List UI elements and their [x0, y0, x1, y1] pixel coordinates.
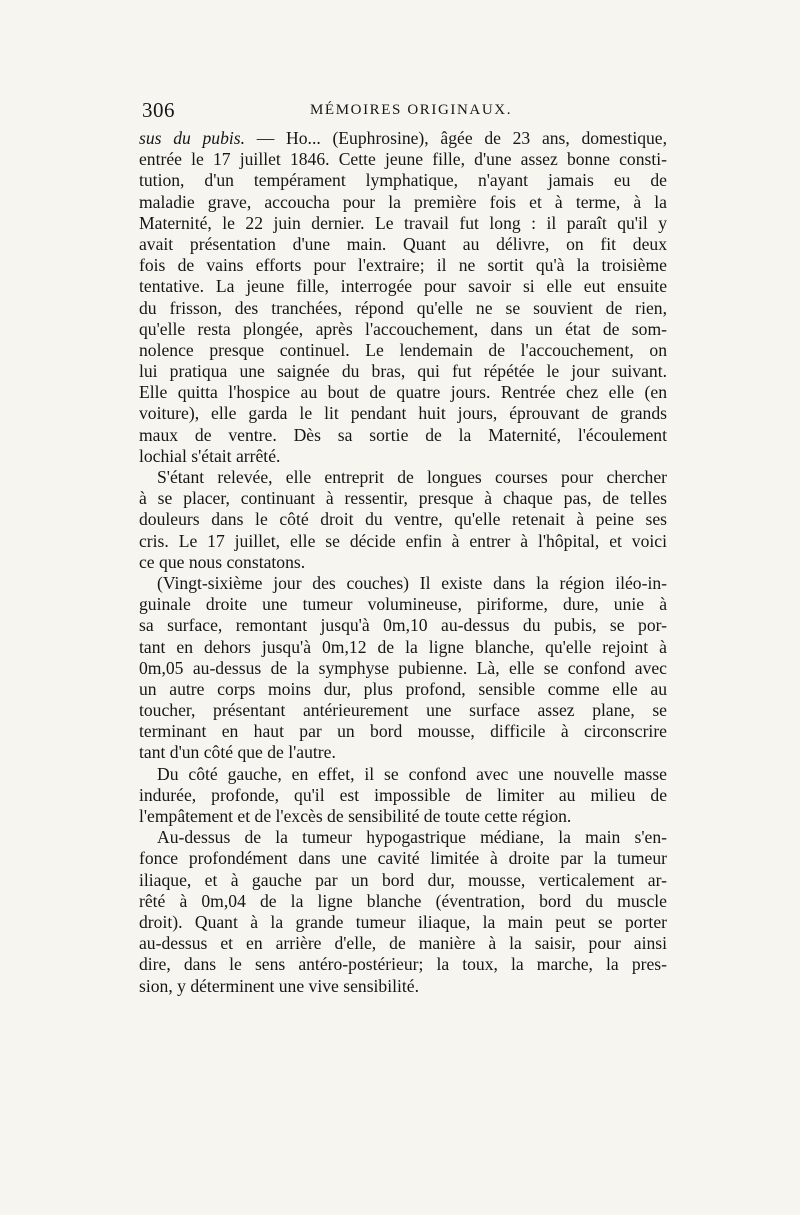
body-text	[139, 128, 667, 997]
text-line: lui pratiqua une saignée du bras, qui fut répétée le jour suivant.	[139, 361, 667, 382]
text-line: l'empâtement et de l'excès de sensibilité de toute cette région.	[139, 806, 572, 826]
text-line: Au-dessus de la tumeur hypogastrique médiane, la main s'en-	[157, 827, 667, 848]
text-line: douleurs dans le côté droit du ventre, qu'elle retenait à peine ses	[139, 509, 667, 530]
running-title: MÉMOIRES ORIGINAUX.	[310, 102, 513, 118]
text-line: entrée le 17 juillet 1846. Cette jeune fille, d'une assez bonne consti-	[139, 149, 667, 170]
text-line: toucher, présentant antérieurement une surface assez plane, se	[139, 700, 667, 721]
text-line: dire, dans le sens antéro-postérieur; la toux, la marche, la pres-	[139, 954, 667, 975]
text-line: maux de ventre. Dès sa sortie de la Maternité, l'écoulement	[139, 424, 667, 445]
text-line: qu'elle resta plongée, après l'accouchement, dans un état de som-	[139, 318, 667, 339]
text-line: lochial s'était arrêté.	[139, 445, 281, 466]
text-line: tant d'un côté que de l'autre.	[139, 742, 336, 763]
text-line: guinale droite une tumeur volumineuse, piriforme, dure, unie à	[139, 594, 667, 615]
text-fragment: — Ho... (Euphrosine), âgée de 23 ans, domestique,	[245, 128, 668, 148]
text-line: (Vingt-sixième jour des couches) Il existe dans la région iléo-in-	[157, 572, 667, 593]
text-line: Elle quitta l'hospice au bout de quatre jours. Rentrée chez elle (en	[139, 382, 667, 403]
text-line: maladie grave, accoucha pour la première fois et à terme, à la	[139, 191, 667, 212]
text-line: sa surface, remontant jusqu'à 0m,10 au-dessus du pubis, se por-	[139, 615, 667, 636]
text-line: rêté à 0m,04 de la ligne blanche (éventration, bord du muscle	[139, 890, 667, 911]
text-line: terminant en haut par un bord mousse, difficile à circonscrire	[139, 721, 667, 742]
text-line: nolence presque continuel. Le lendemain de l'accouchement, on	[139, 339, 667, 360]
text-italic-fragment: sus du pubis.	[139, 128, 246, 148]
text-line: 0m,05 au-dessus de la symphyse pubienne. Là, elle se confond avec	[139, 657, 667, 678]
text-line: S'étant relevée, elle entreprit de longues courses pour chercher	[157, 467, 667, 487]
text-line: ce que nous constatons.	[139, 551, 306, 572]
text-line: à se placer, continuant à ressentir, presque à chaque pas, de telles	[139, 488, 667, 509]
text-line: Du côté gauche, en effet, il se confond avec une nouvelle masse	[157, 763, 667, 784]
text-line: droit). Quant à la grande tumeur iliaque, la main peut se porter	[139, 911, 667, 932]
page-number: 306	[142, 98, 175, 122]
text-line: tentative. La jeune fille, interrogée pour savoir si elle eut ensuite	[139, 276, 667, 297]
text-line: au-dessus et en arrière d'elle, de manière à la saisir, pour ainsi	[139, 933, 667, 954]
text-line: iliaque, et à gauche par un bord dur, mousse, verticalement ar-	[139, 869, 667, 890]
running-head	[142, 98, 662, 124]
text-line	[139, 128, 667, 149]
text-line: Maternité, le 22 juin dernier. Le travail fut long : il paraît qu'il y	[139, 212, 667, 233]
text-line: tant en dehors jusqu'à 0m,12 de la ligne blanche, qu'elle rejoint à	[139, 636, 667, 657]
text-line: sion, y déterminent une vive sensibilité.	[139, 975, 419, 996]
text-line: indurée, profonde, qu'il est impossible de limiter au milieu de	[139, 784, 667, 805]
text-line: tution, d'un tempérament lymphatique, n'ayant jamais eu de	[139, 170, 667, 191]
text-line: du frisson, des tranchées, répond qu'elle ne se souvient de rien,	[139, 297, 667, 318]
text-line: un autre corps moins dur, plus profond, sensible comme elle au	[139, 678, 667, 699]
text-line: avait présentation d'une main. Quant au délivre, on fit deux	[139, 233, 667, 254]
text-line: fois de vains efforts pour l'extraire; il ne sortit qu'à la troisième	[139, 255, 667, 276]
text-line: voiture), elle garda le lit pendant huit jours, éprouvant de grands	[139, 403, 667, 424]
text-line: cris. Le 17 juillet, elle se décide enfin à entrer à l'hôpital, et voici	[139, 530, 667, 551]
text-line: fonce profondément dans une cavité limitée à droite par la tumeur	[139, 848, 667, 869]
